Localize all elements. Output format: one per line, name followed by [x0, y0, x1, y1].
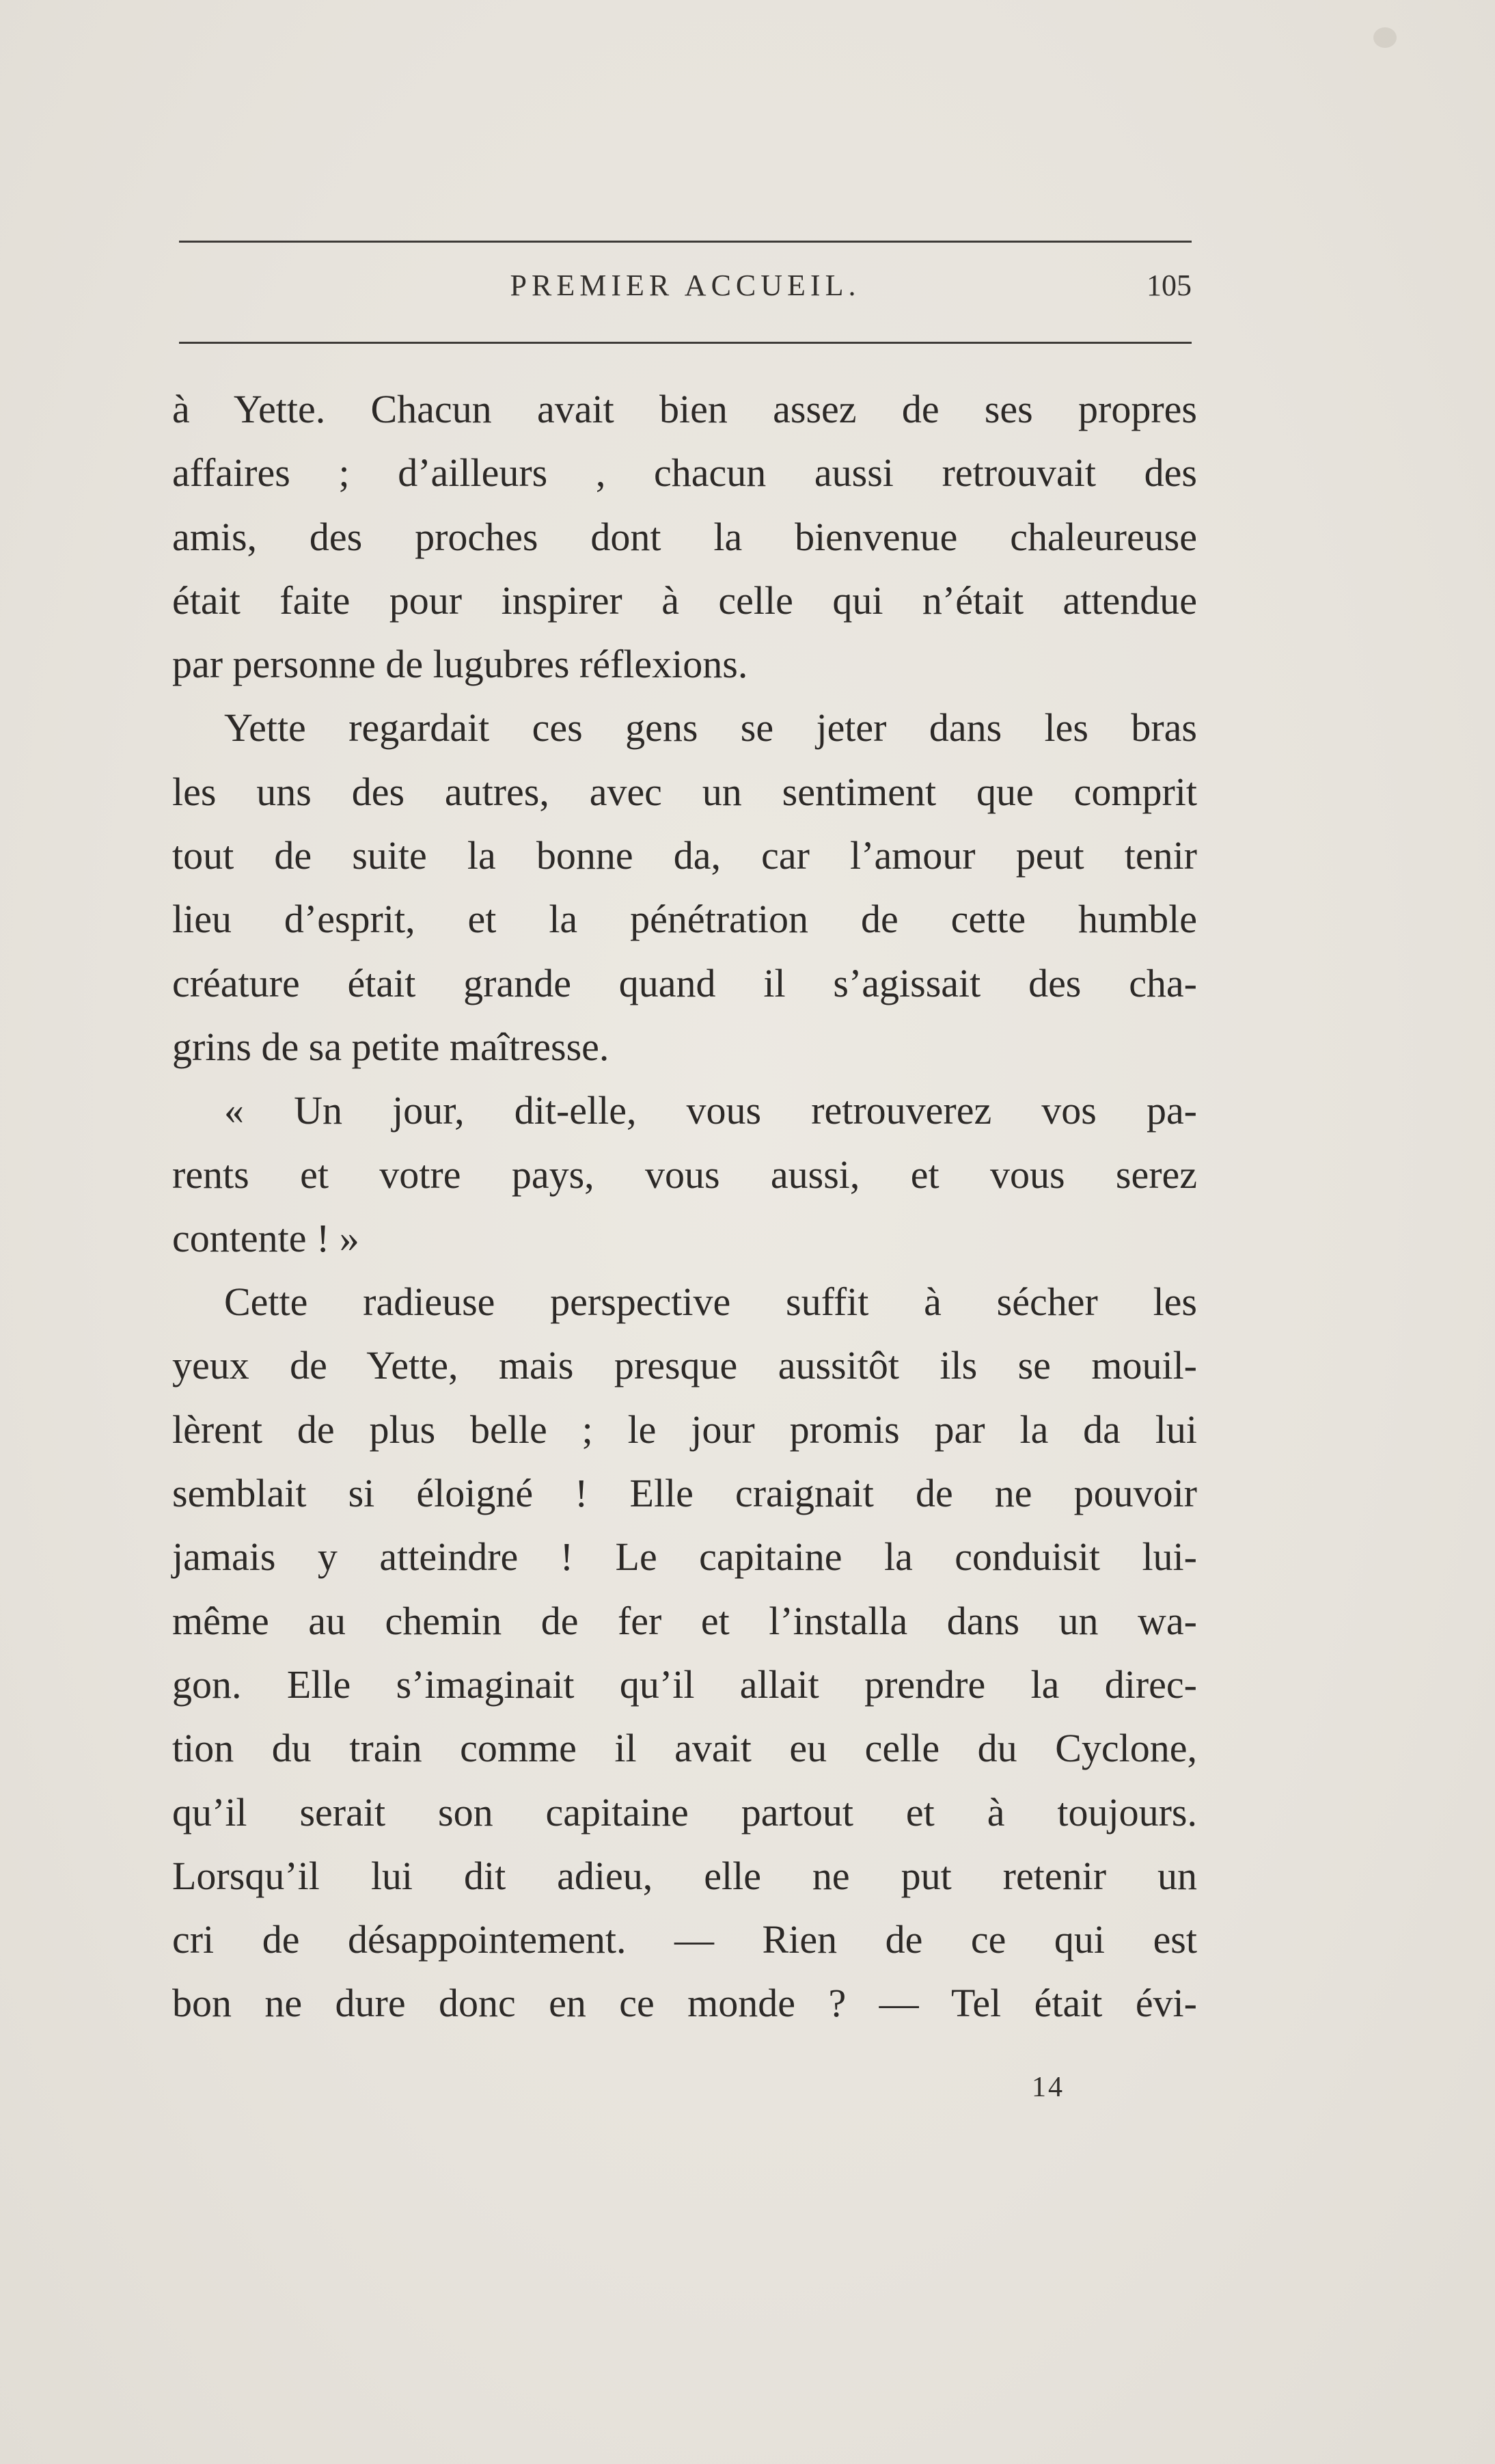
- text-line: rents et votre pays, vous aussi, et vous serez: [172, 1152, 1197, 1197]
- text-line: tout de suite la bonne da, car l’amour peut tenir: [172, 833, 1197, 878]
- text-line: qu’il serait son capitaine partout et à toujours.: [172, 1789, 1197, 1835]
- text-line: contente ! »: [172, 1215, 359, 1260]
- text-line: Cette radieuse perspective suffit à sécher les: [224, 1280, 1197, 1325]
- text-line: amis, des proches dont la bienvenue chaleureuse: [172, 514, 1197, 559]
- text-line: lèrent de plus belle ; le jour promis par la da lui: [172, 1407, 1197, 1452]
- text-line: par personne de lugubres réflexions.: [172, 642, 748, 687]
- paper-stain: [1373, 27, 1397, 48]
- text-line: était faite pour inspirer à celle qui n’était attendue: [172, 578, 1197, 623]
- text-line: lieu d’esprit, et la pénétration de cette humble: [172, 897, 1197, 942]
- text-line: à Yette. Chacun avait bien assez de ses propres: [172, 387, 1197, 431]
- text-line: les uns des autres, avec un sentiment que comprit: [172, 769, 1197, 814]
- text-line: gon. Elle s’imaginait qu’il allait prendre la direc-: [172, 1662, 1197, 1707]
- text-line: bon ne dure donc en ce monde ? — Tel était évi-: [172, 1981, 1197, 2026]
- signature-mark: 14: [1032, 2072, 1065, 2103]
- text-line: « Un jour, dit-elle, vous retrouverez vos pa-: [224, 1088, 1197, 1133]
- text-line: grins de sa petite maîtresse.: [172, 1024, 609, 1069]
- text-line: créature était grande quand il s’agissait des cha-: [172, 960, 1197, 1005]
- header-rule-top: [179, 241, 1192, 243]
- page-header: [179, 268, 1192, 316]
- text-line: semblait si éloigné ! Elle craignait de ne pouvoir: [172, 1471, 1197, 1516]
- header-rule-bottom: [179, 342, 1192, 344]
- page-number: 105: [1147, 269, 1192, 302]
- text-line: affaires ; d’ailleurs , chacun aussi retrouvait des: [172, 450, 1197, 496]
- text-line: Yette regardait ces gens se jeter dans les bras: [224, 705, 1197, 750]
- body-text: [172, 377, 1197, 2035]
- text-line: yeux de Yette, mais presque aussitôt ils se mouil-: [172, 1343, 1197, 1388]
- text-line: tion du train comme il avait eu celle du Cyclone,: [172, 1726, 1197, 1771]
- text-line: Lorsqu’il lui dit adieu, elle ne put retenir un: [172, 1853, 1197, 1898]
- text-line: cri de désappointement. — Rien de ce qui est: [172, 1917, 1197, 1962]
- running-head: PREMIER ACCUEIL.: [510, 269, 861, 302]
- text-line: même au chemin de fer et l’installa dans un wa-: [172, 1598, 1197, 1643]
- text-line: jamais y atteindre ! Le capitaine la conduisit lui-: [172, 1534, 1197, 1580]
